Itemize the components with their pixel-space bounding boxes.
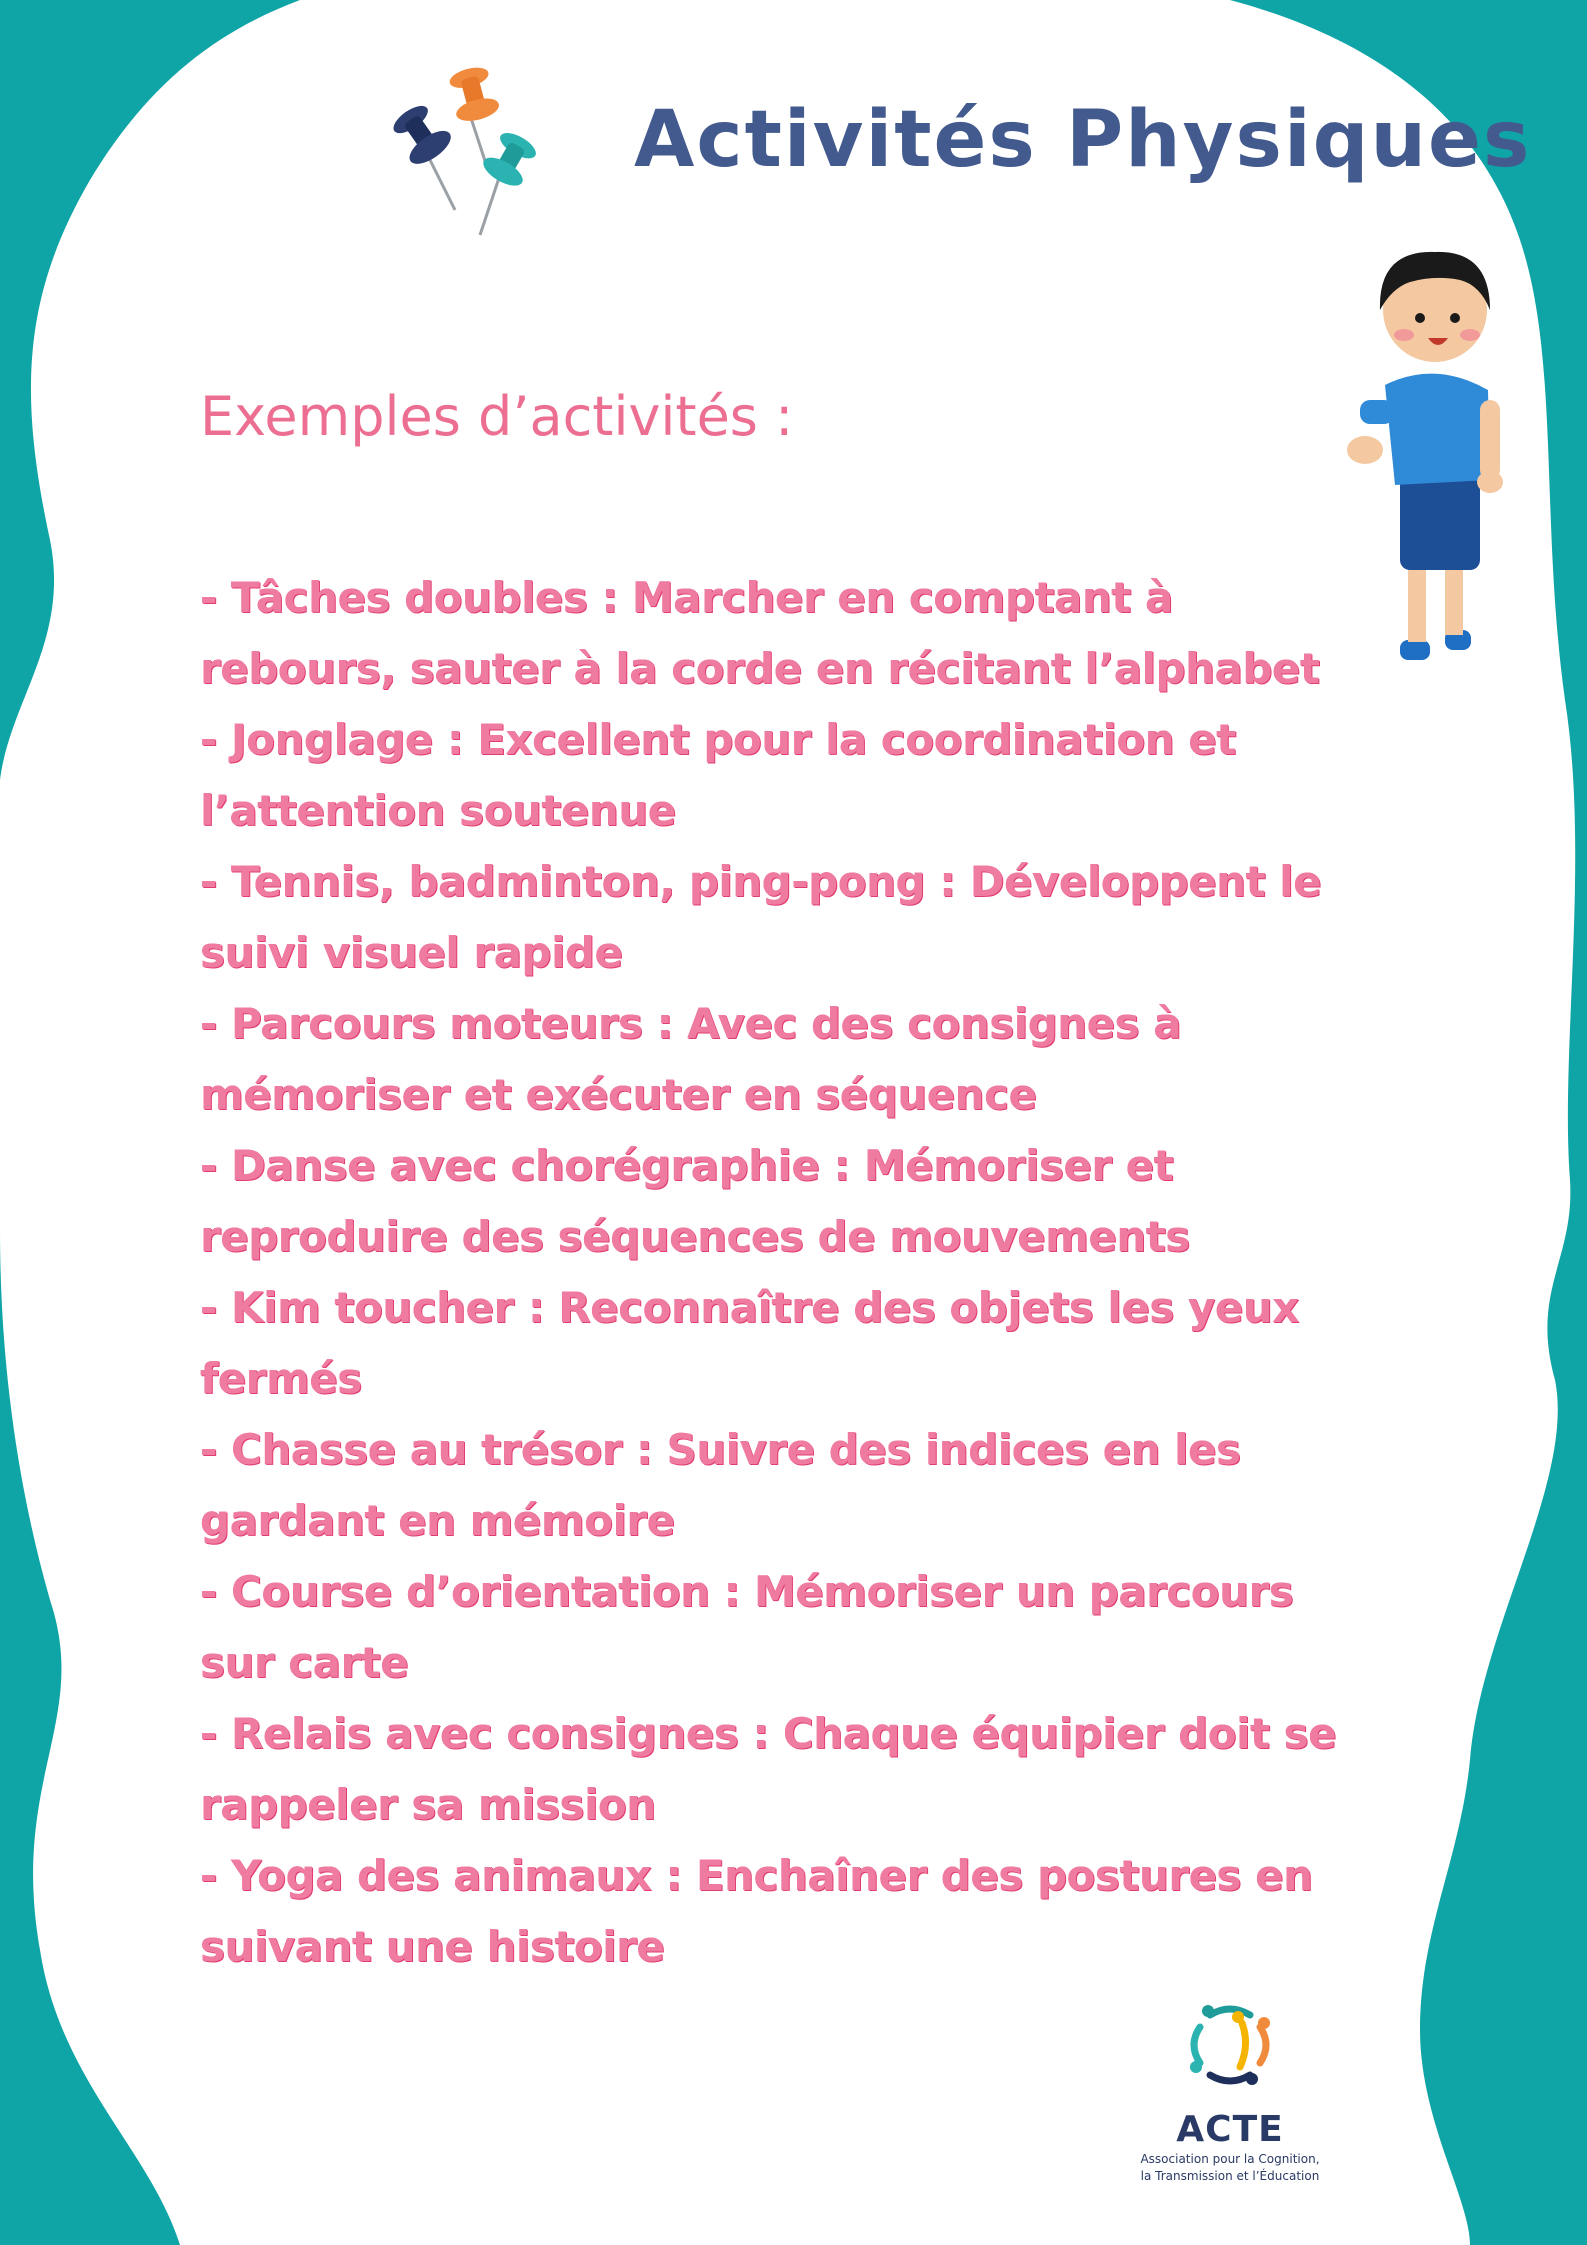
logo-subtitle-line2: la Transmission et l’Éducation xyxy=(1140,2169,1320,2183)
acte-logo xyxy=(1130,1995,1330,2235)
pushpins-icon xyxy=(380,55,560,255)
list-item: - Course d’orientation : Mémoriser un parcours sur carte xyxy=(200,1567,1294,1687)
activities-list xyxy=(200,562,1380,1982)
acte-logo-icon xyxy=(1180,1995,1280,2095)
list-item: - Kim toucher : Reconnaître des objets les yeux fermés xyxy=(200,1283,1299,1403)
list-item: - Yoga des animaux : Enchaîner des postures en suivant une histoire xyxy=(200,1851,1313,1971)
logo-name: ACTE xyxy=(1176,2109,1284,2150)
list-item: - Tennis, badminton, ping-pong : Développent le suivi visuel rapide xyxy=(200,857,1322,977)
logo-subtitle-line1: Association pour la Cognition, xyxy=(1140,2152,1320,2166)
page-title: Activités Physiques xyxy=(634,95,1532,185)
list-item: - Danse avec chorégraphie : Mémoriser et reproduire des séquences de mouvements xyxy=(200,1141,1190,1261)
list-item: - Tâches doubles : Marcher en comptant à rebours, sauter à la corde en récitant l’alphabet xyxy=(200,573,1320,693)
list-item: - Parcours moteurs : Avec des consignes à mémoriser et exécuter en séquence xyxy=(200,999,1182,1119)
list-item: - Relais avec consignes : Chaque équipier doit se rappeler sa mission xyxy=(200,1709,1337,1829)
list-item: - Chasse au trésor : Suivre des indices en les gardant en mémoire xyxy=(200,1425,1241,1545)
section-subtitle: Exemples d’activités : xyxy=(200,385,794,448)
list-item: - Jonglage : Excellent pour la coordination et l’attention soutenue xyxy=(200,715,1236,835)
